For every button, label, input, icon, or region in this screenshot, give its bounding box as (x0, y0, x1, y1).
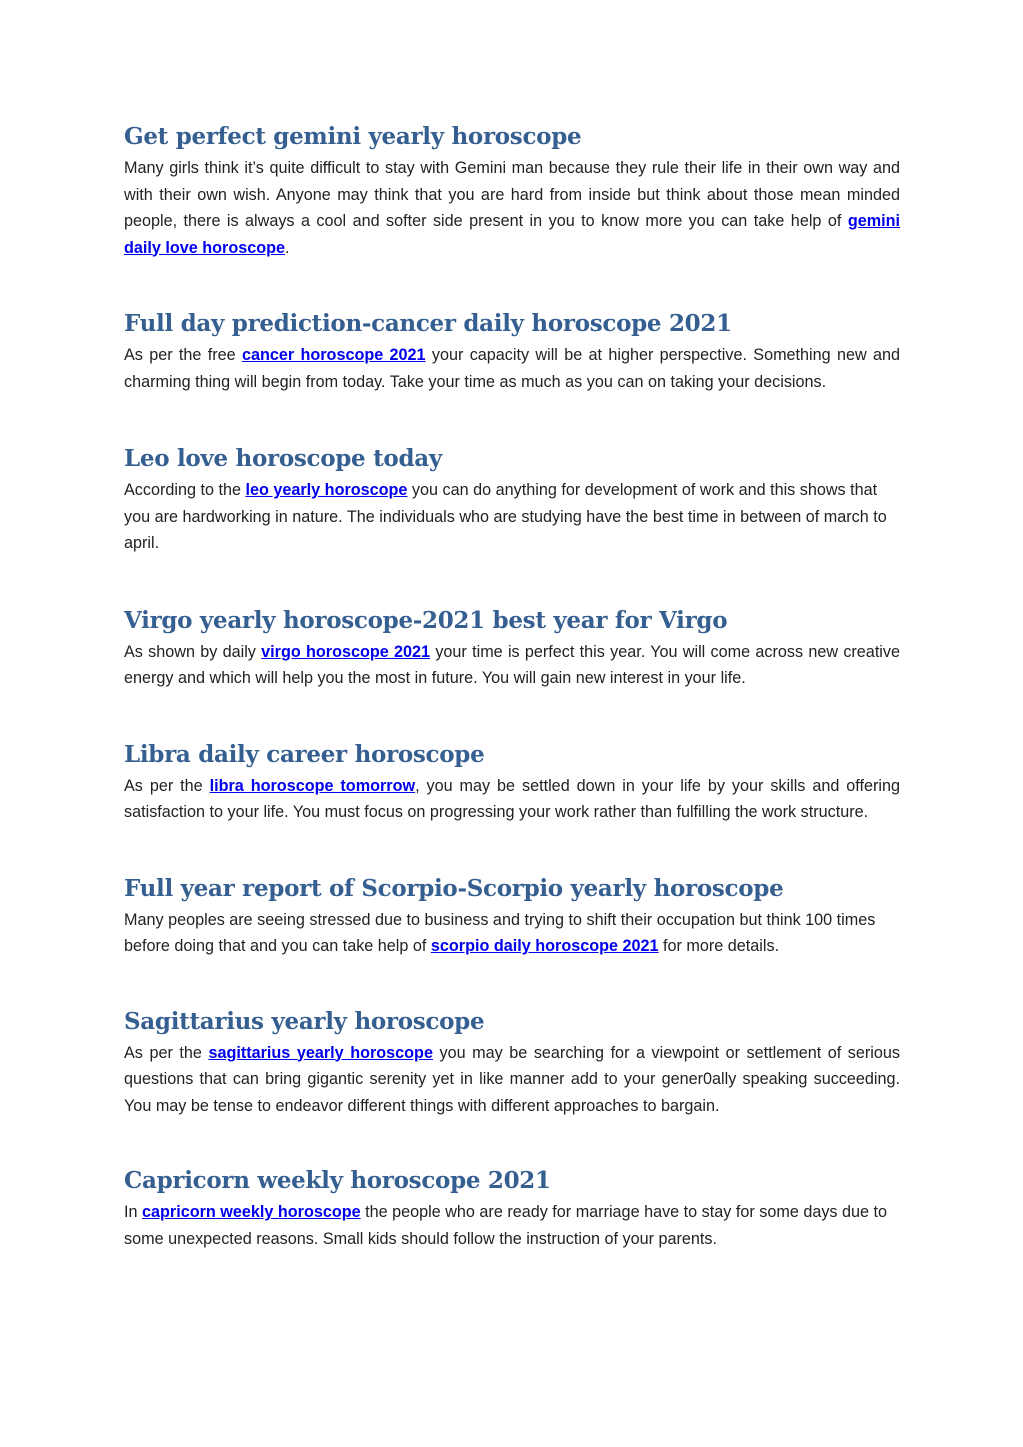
paragraph-scorpio (124, 907, 900, 960)
paragraph-text-before: In (124, 1203, 142, 1221)
paragraph-gemini (124, 155, 900, 261)
paragraph-libra (124, 773, 900, 826)
paragraph-text-after: you can do anything for development of work and this shows that you are hardworking in nature. The individuals who are studying have the best time in between of march to april. (124, 481, 887, 552)
paragraph-text-before: As shown by daily (124, 642, 262, 661)
link-capricorn-weekly-horoscope[interactable]: capricorn weekly horoscope (142, 1203, 361, 1221)
heading-capricorn: Capricorn weekly horoscope 2021 (124, 1167, 551, 1194)
link-leo-yearly-horoscope[interactable]: leo yearly horoscope (245, 481, 408, 499)
paragraph-text-before: Many peoples are seeing stressed due to business and trying to shift their occupation but think 100 times before doing that and you can take help of (124, 910, 876, 955)
paragraph-text-before: According to the (124, 481, 246, 499)
paragraph-text-after: the people who are ready for marriage have to stay for some days due to some unexpected reasons. Small kids should follow the instruction of your parents. (124, 1203, 888, 1248)
paragraph-text-after: for more details. (658, 937, 780, 955)
paragraph-text-after: , you may be settled down in your life by your skills and offering satisfaction to your life. You must focus on progressing your work rather than fulfilling the work structure. (124, 776, 900, 821)
section-libra (124, 740, 900, 826)
section-cancer (124, 309, 900, 395)
section-virgo (124, 606, 900, 692)
paragraph-text-before: Many girls think it’s quite difficult to stay with Gemini man because they rule their life in their own way and with their own wish. Anyone may think that you are hard from inside but think about those mean minded people, there is always a cool and softer side present in you to know more you can take help of (124, 159, 900, 230)
paragraph-text-after: . (285, 238, 290, 257)
paragraph-text-before: As per the free (124, 346, 242, 364)
link-cancer-horoscope-2021[interactable]: cancer horoscope 2021 (241, 346, 426, 364)
paragraph-text-before: As per the (124, 1043, 209, 1062)
heading-scorpio: Full year report of Scorpio-Scorpio yearly horoscope (124, 874, 784, 902)
link-libra-horoscope-tomorrow[interactable]: libra horoscope tomorrow (209, 776, 416, 795)
paragraph-text-before: As per the (124, 776, 210, 795)
section-scorpio (124, 874, 900, 960)
heading-virgo: Virgo yearly horoscope-2021 best year for Virgo (124, 606, 728, 634)
paragraph-text-after: you may be searching for a viewpoint or settlement of serious questions that can bring gigantic serenity yet in like manner add to your gener0ally speaking succeeding. You may be tense to endeavor different things with different approaches to bargain. (124, 1043, 900, 1115)
paragraph-capricorn (124, 1199, 900, 1252)
heading-gemini: Get perfect gemini yearly horoscope (124, 123, 582, 150)
section-capricorn (124, 1166, 900, 1252)
paragraph-text-after: your capacity will be at higher perspective. Something new and charming thing will begin from today. Take your time as much as you can on taking your decisions. (124, 346, 900, 391)
heading-libra: Libra daily career horoscope (124, 740, 485, 768)
paragraph-leo (124, 477, 900, 557)
link-virgo-horoscope-2021[interactable]: virgo horoscope 2021 (261, 642, 431, 661)
section-sagittarius (124, 1007, 900, 1120)
heading-cancer: Full day prediction-cancer daily horoscope 2021 (124, 310, 732, 337)
heading-leo: Leo love horoscope today (124, 445, 442, 472)
paragraph-virgo (124, 639, 900, 692)
heading-sagittarius: Sagittarius yearly horoscope (124, 1007, 485, 1035)
paragraph-sagittarius (124, 1040, 900, 1120)
document-page (124, 122, 900, 1302)
paragraph-cancer (124, 342, 900, 395)
section-leo (124, 444, 900, 557)
link-sagittarius-yearly-horoscope[interactable]: sagittarius yearly horoscope (208, 1043, 433, 1062)
link-gemini-daily-love-horoscope[interactable]: gemini daily love horoscope (124, 212, 900, 257)
section-gemini (124, 122, 900, 261)
paragraph-text-after: your time is perfect this year. You will come across new creative energy and which will help you the most in future. You will gain new interest in your life. (124, 642, 901, 687)
link-scorpio-daily-horoscope-2021[interactable]: scorpio daily horoscope 2021 (430, 937, 659, 955)
